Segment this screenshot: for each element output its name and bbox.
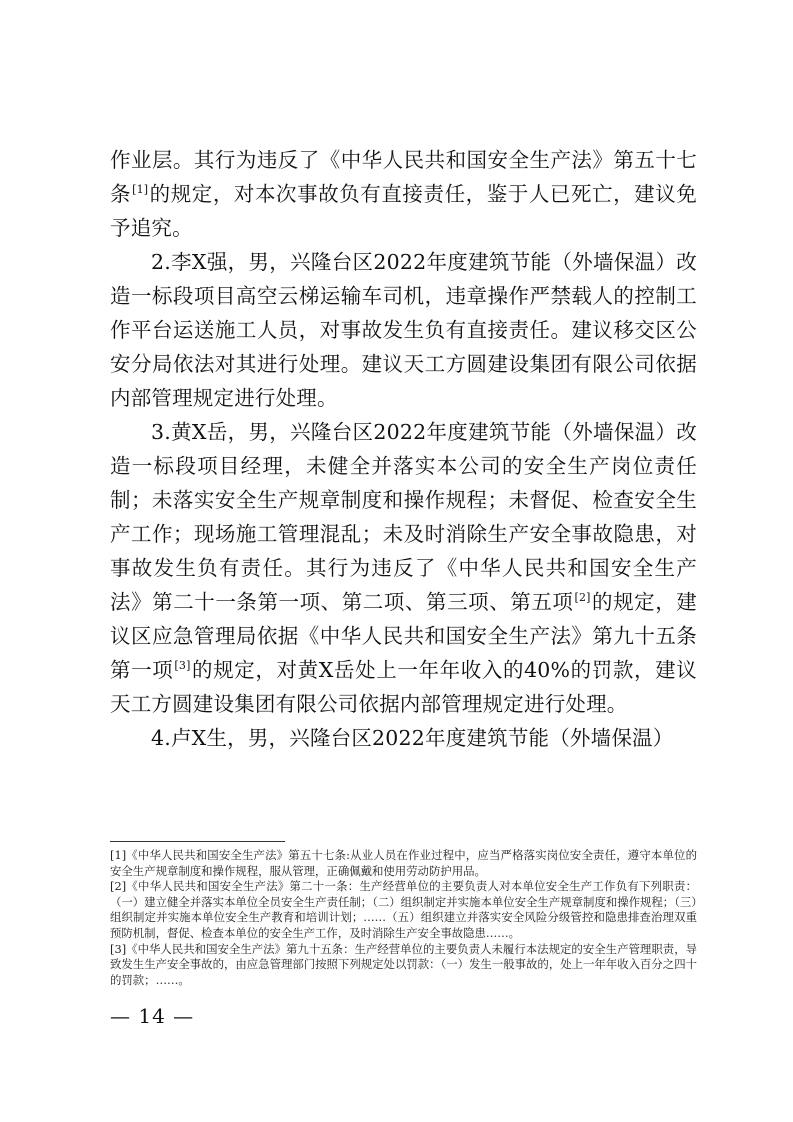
footnote-3: [3]《中华人民共和国安全生产法》第九十五条：生产经营单位的主要负责人未履行本法规定的安全生产管理职责，导致发生生产安全事故的，由应急管理部门按照下列规定处以罚款：（一）发生一般事故的，处上一年年收入百分之四十的罚款；……。 (110, 941, 697, 987)
paragraph-3-text-b: 的规定，建议区应急管理局依据《中华人民共和国安全生产法》第九十五条第一项 (110, 590, 698, 682)
paragraph-1-text-a: 作业层。其行为违反了《中华人民共和国安全生产法》第五十七条 (110, 148, 697, 206)
footnote-ref-1[interactable]: [1] (132, 183, 149, 196)
paragraph-1 (110, 143, 697, 245)
footnote-2: [2]《中华人民共和国安全生产法》第二十一条：生产经营单位的主要负责人对本单位安全生产工作负有下列职责：（一）建立健全并落实本单位全员安全生产责任制；（二）组织制定并实施本单位安全生产规章制度和操作规程；（三）组织制定并实施本单位安全生产教育和培训计划；……（五）组织建立并落实安全风险分级管控和隐患排查治理双重预防机制，督促、检查本单位的安全生产工作，及时消除生产安全事故隐患……。 (110, 879, 697, 940)
footnote-ref-3[interactable]: [3] (174, 659, 191, 672)
footnote-ref-2[interactable]: [2] (574, 591, 591, 604)
paragraph-3-text-a: 3.黄X岳，男，兴隆台区2022年度建筑节能（外墙保温）改造一标段项目经理，未健全并落实本公司的安全生产岗位责任制；未落实安全生产规章制度和操作规程；未督促、检查安全生产工作；现场施工管理混乱；未及时消除生产安全事故隐患，对事故发生负有责任。其行为违反了《中华人民共和国安全生产法》第二十一条第一项、第二项、第三项、第五项 (110, 420, 697, 614)
page-number: — 14 — (110, 1004, 195, 1028)
paragraph-1-text-b: 的规定，对本次事故负有直接责任，鉴于人已死亡，建议免予追究。 (110, 182, 698, 240)
footnotes (110, 848, 697, 988)
paragraph-3 (110, 415, 697, 721)
footnote-1: [1]《中华人民共和国安全生产法》第五十七条:从业人员在作业过程中，应当严格落实岗位安全责任，遵守本单位的安全生产规章制度和操作规程，服从管理，正确佩戴和使用劳动防护用品。 (110, 848, 697, 878)
paragraph-2: 2.李X强，男，兴隆台区2022年度建筑节能（外墙保温）改造一标段项目高空云梯运输车司机，违章操作严禁载人的控制工作平台运送施工人员，对事故发生负有直接责任。建议移交区公安分局依法对其进行处理。建议天工方圆建设集团有限公司依据内部管理规定进行处理。 (110, 250, 697, 410)
paragraph-4: 4.卢X生，男，兴隆台区2022年度建筑节能（外墙保温） (151, 726, 674, 750)
body-text (110, 143, 697, 755)
footnote-divider (110, 841, 285, 842)
paragraph-3-text-c: 的规定，对黄X岳处上一年年收入的40%的罚款，建议天工方圆建设集团有限公司依据内部管理规定进行处理。 (110, 658, 697, 716)
